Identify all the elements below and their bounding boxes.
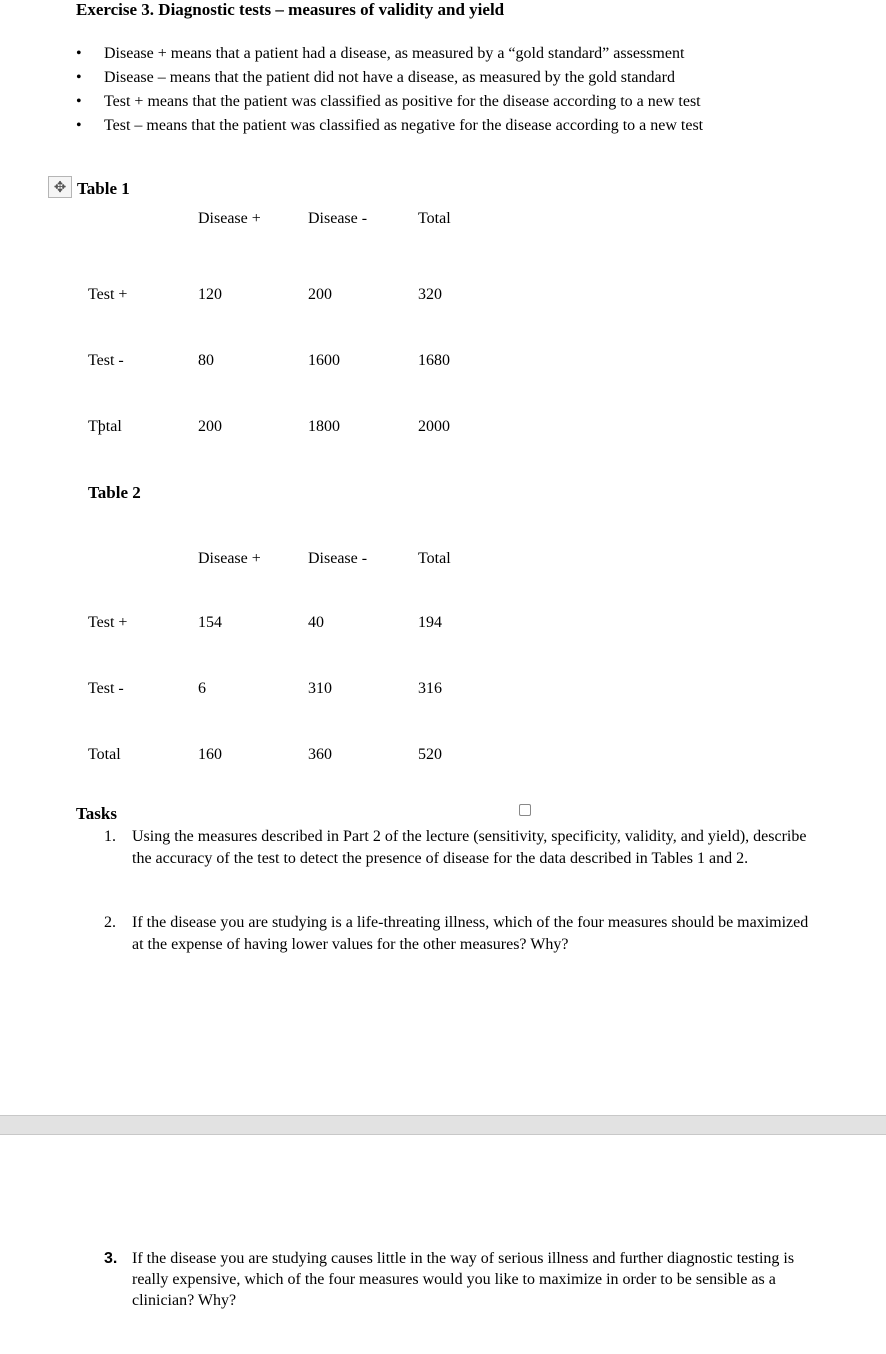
table1-cell: 200 — [308, 286, 332, 303]
table1-cell: 120 — [198, 286, 222, 303]
table1-cell: 1600 — [308, 352, 340, 369]
table1-row-label: Test - — [88, 352, 124, 369]
table1-header-disease-negative: Disease - — [308, 210, 368, 227]
table1-cell: 80 — [198, 352, 214, 369]
table1-header-disease-positive: Disease + — [198, 210, 261, 227]
task-text: If the disease you are studying is a life-threating illness, which of the four measures should be maximized at the expense of having lower values for the other measures? Why? — [132, 914, 809, 953]
task-item — [104, 826, 814, 870]
table1-cell: 320 — [418, 286, 442, 303]
table1-cell: 200 — [198, 418, 222, 435]
checkbox-icon[interactable] — [519, 804, 531, 816]
table1-header-total: Total — [418, 210, 451, 227]
bullet-icon: • — [76, 93, 82, 110]
table2-row-label: Total — [88, 746, 121, 763]
list-item: • Test + means that the patient was classified as positive for the disease according to a new test — [76, 93, 701, 110]
task-number: 2. — [104, 914, 116, 931]
table1-row-label: Tþtal — [88, 418, 122, 435]
definitions-list — [76, 44, 816, 140]
bullet-icon: • — [76, 69, 82, 86]
table2-cell: 40 — [308, 614, 324, 631]
task-number: 1. — [104, 828, 116, 845]
bullet-icon: • — [76, 117, 82, 134]
table1-row-label: Test + — [88, 286, 128, 303]
table1-heading: Table 1 — [77, 179, 130, 198]
exercise-title: Exercise 3. Diagnostic tests – measures of validity and yield — [76, 0, 505, 19]
table2-cell: 316 — [418, 680, 442, 697]
bullet-icon: • — [76, 45, 82, 62]
table2-cell: 160 — [198, 746, 222, 763]
table1-cell: 2000 — [418, 418, 450, 435]
task-text: Using the measures described in Part 2 of the lecture (sensitivity, specificity, validity, and yield), describe the accuracy of the test to detect the presence of disease for the data described in Tables 1 and 2. — [132, 828, 807, 867]
table2-row-label: Test - — [88, 680, 124, 697]
table2-cell: 154 — [198, 614, 222, 631]
table2-heading: Table 2 — [88, 483, 141, 502]
task-item — [104, 1248, 814, 1311]
list-item: • Test – means that the patient was classified as negative for the disease according to a new test — [76, 117, 704, 134]
table2-header-disease-negative: Disease - — [308, 550, 368, 567]
table1-cell: 1800 — [308, 418, 340, 435]
task-number: 3. — [104, 1250, 118, 1267]
table2-header-disease-positive: Disease + — [198, 550, 261, 567]
table2-cell: 360 — [308, 746, 332, 763]
table-move-handle-icon[interactable]: ✥ — [48, 176, 72, 198]
list-item: • Disease – means that the patient did not have a disease, as measured by the gold standard — [76, 69, 675, 86]
table2-cell: 194 — [418, 614, 442, 631]
table2-cell: 520 — [418, 746, 442, 763]
task-item — [104, 912, 814, 956]
table2-row-label: Test + — [88, 614, 128, 631]
page-divider — [0, 1115, 886, 1135]
table2-header-total: Total — [418, 550, 451, 567]
table2-cell: 310 — [308, 680, 332, 697]
table1-cell: 1680 — [418, 352, 450, 369]
task-text: If the disease you are studying causes little in the way of serious illness and further diagnostic testing is really expensive, which of the four measures would you like to maximize in order to be sensible as a clinician? Why? — [132, 1250, 795, 1309]
table2-cell: 6 — [198, 680, 206, 697]
list-item: • Disease + means that a patient had a disease, as measured by a “gold standard” assessment — [76, 45, 685, 62]
tasks-heading: Tasks — [76, 804, 117, 823]
